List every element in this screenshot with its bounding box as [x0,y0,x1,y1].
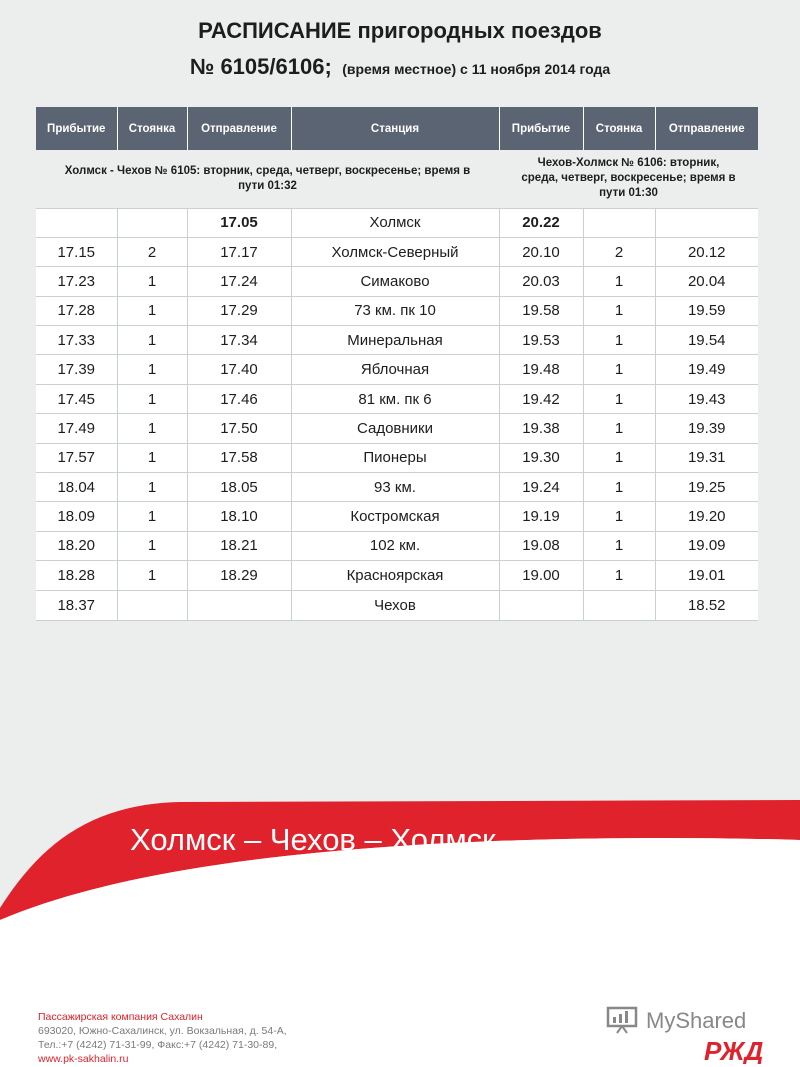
table-cell: 18.20 [36,531,117,560]
table-cell [499,590,583,620]
table-cell: 19.38 [499,414,583,443]
table-cell: 17.46 [187,384,291,413]
table-cell: 19.54 [655,326,758,355]
table-row [36,267,758,296]
company-website[interactable]: www.pk-sakhalin.ru [38,1053,129,1065]
table-cell: 17.39 [36,355,117,384]
table-cell: 20.22 [499,208,583,237]
table-row [36,473,758,502]
table-row [36,531,758,560]
table-cell: 1 [117,414,187,443]
table-cell: 1 [117,267,187,296]
table-row [36,237,758,266]
table-cell: 20.12 [655,237,758,266]
table-cell: 19.43 [655,384,758,413]
col-header: Отправление [187,107,291,150]
company-address: 693020, Южно-Сахалинск, ул. Вокзальная, д. 54-А, [38,1025,287,1037]
table-cell: 18.05 [187,473,291,502]
table-cell: 17.50 [187,414,291,443]
table-cell: 1 [583,561,655,590]
table-cell: 1 [583,443,655,472]
table-header-row [36,107,758,150]
table-cell: 17.24 [187,267,291,296]
table-cell: 19.42 [499,384,583,413]
table-cell: 17.45 [36,384,117,413]
table-cell: 2 [583,237,655,266]
table-cell: 20.10 [499,237,583,266]
table-cell: 1 [583,531,655,560]
table-cell: 2 [117,237,187,266]
table-cell: 1 [117,384,187,413]
company-name: Пассажирская компания Сахалин [38,1011,203,1023]
footer-contacts [38,1010,287,1066]
table-cell: 17.05 [187,208,291,237]
table-cell: 17.49 [36,414,117,443]
table-cell: 19.19 [499,502,583,531]
col-header: Отправление [655,107,758,150]
table-cell: 1 [583,502,655,531]
table-row [36,296,758,325]
table-cell: 81 км. пк 6 [291,384,499,413]
table-cell: 17.58 [187,443,291,472]
table-cell: 17.29 [187,296,291,325]
table-cell: 19.49 [655,355,758,384]
train-numbers: № 6105/6106; [189,54,332,79]
table-cell: 18.10 [187,502,291,531]
table-cell: 20.03 [499,267,583,296]
col-header: Стоянка [117,107,187,150]
table-cell: 17.17 [187,237,291,266]
table-cell: 18.04 [36,473,117,502]
table-cell: 20.04 [655,267,758,296]
table-cell: 18.21 [187,531,291,560]
schedule-table [36,107,758,621]
table-cell [655,208,758,237]
table-cell: 1 [117,326,187,355]
table-cell: 1 [117,355,187,384]
table-cell: 17.40 [187,355,291,384]
table-cell: 17.28 [36,296,117,325]
table-cell: 19.58 [499,296,583,325]
table-cell: 17.34 [187,326,291,355]
table-cell: 19.25 [655,473,758,502]
table-cell [583,208,655,237]
table-row [36,208,758,237]
table-cell: 19.00 [499,561,583,590]
table-cell: 19.01 [655,561,758,590]
col-header: Станция [291,107,499,150]
rzd-logo [702,1036,774,1064]
table-cell [117,590,187,620]
table-cell: Яблочная [291,355,499,384]
table-cell: 1 [583,296,655,325]
table-cell: 1 [583,267,655,296]
table-cell: 19.31 [655,443,758,472]
svg-text:РЖД: РЖД [704,1036,764,1064]
table-row [36,502,758,531]
table-cell: 18.37 [36,590,117,620]
table-cell: 1 [117,473,187,502]
table-cell: 19.39 [655,414,758,443]
table-cell: 19.59 [655,296,758,325]
table-cell: 17.33 [36,326,117,355]
table-cell: 17.23 [36,267,117,296]
table-cell: 1 [117,531,187,560]
table-cell [583,590,655,620]
table-row [36,561,758,590]
table-cell: 19.30 [499,443,583,472]
table-cell: 1 [583,384,655,413]
train-6105-info: Холмск - Чехов № 6105: вторник, среда, четверг, воскресенье; время в пути 01:32 [36,150,499,208]
table-cell: 1 [117,561,187,590]
table-cell: 19.48 [499,355,583,384]
table-cell: 1 [583,355,655,384]
table-cell: Холмск-Северный [291,237,499,266]
col-header: Прибытие [499,107,583,150]
table-cell: 17.57 [36,443,117,472]
train-6106-info: Чехов-Холмск № 6106: вторник, среда, четверг, воскресенье; время в пути 01:30 [499,150,758,208]
table-cell: Холмск [291,208,499,237]
table-cell [36,208,117,237]
table-cell: 17.15 [36,237,117,266]
table-cell [187,590,291,620]
presentation-board-icon [606,1006,640,1034]
table-cell: 19.20 [655,502,758,531]
table-cell: 1 [117,296,187,325]
company-phone: Тел.:+7 (4242) 71-31-99, Факс:+7 (4242) 71-30-89, [38,1039,278,1051]
table-cell: Минеральная [291,326,499,355]
watermark-text: MyShared [646,1008,747,1033]
table-row [36,414,758,443]
validity-note: (время местное) с 11 ноября 2014 года [342,61,611,77]
table-row [36,590,758,620]
table-cell: 18.29 [187,561,291,590]
table-cell: 19.24 [499,473,583,502]
table-cell: Чехов [291,590,499,620]
table-cell [117,208,187,237]
table-row [36,326,758,355]
page-subtitle [0,54,800,80]
col-header: Прибытие [36,107,117,150]
table-cell: 1 [583,414,655,443]
table-row [36,355,758,384]
col-header: Стоянка [583,107,655,150]
table-cell: 19.08 [499,531,583,560]
table-cell: 73 км. пк 10 [291,296,499,325]
table-cell: 18.09 [36,502,117,531]
table-cell: Красноярская [291,561,499,590]
train-info-row [36,150,758,208]
table-cell: 19.53 [499,326,583,355]
myshared-watermark [606,1006,766,1036]
table-cell: 1 [117,502,187,531]
table-cell: Костромская [291,502,499,531]
table-cell: Пионеры [291,443,499,472]
table-row [36,443,758,472]
route-title: Холмск – Чехов – Холмск [130,822,496,857]
table-cell: 18.28 [36,561,117,590]
table-row [36,384,758,413]
table-cell: 93 км. [291,473,499,502]
page-title: РАСПИСАНИЕ пригородных поездов [198,18,602,43]
table-cell: 19.09 [655,531,758,560]
table-cell: 1 [583,326,655,355]
table-cell: 102 км. [291,531,499,560]
table-cell: Садовники [291,414,499,443]
table-cell: 18.52 [655,590,758,620]
table-cell: Симаково [291,267,499,296]
table-cell: 1 [583,473,655,502]
table-cell: 1 [117,443,187,472]
